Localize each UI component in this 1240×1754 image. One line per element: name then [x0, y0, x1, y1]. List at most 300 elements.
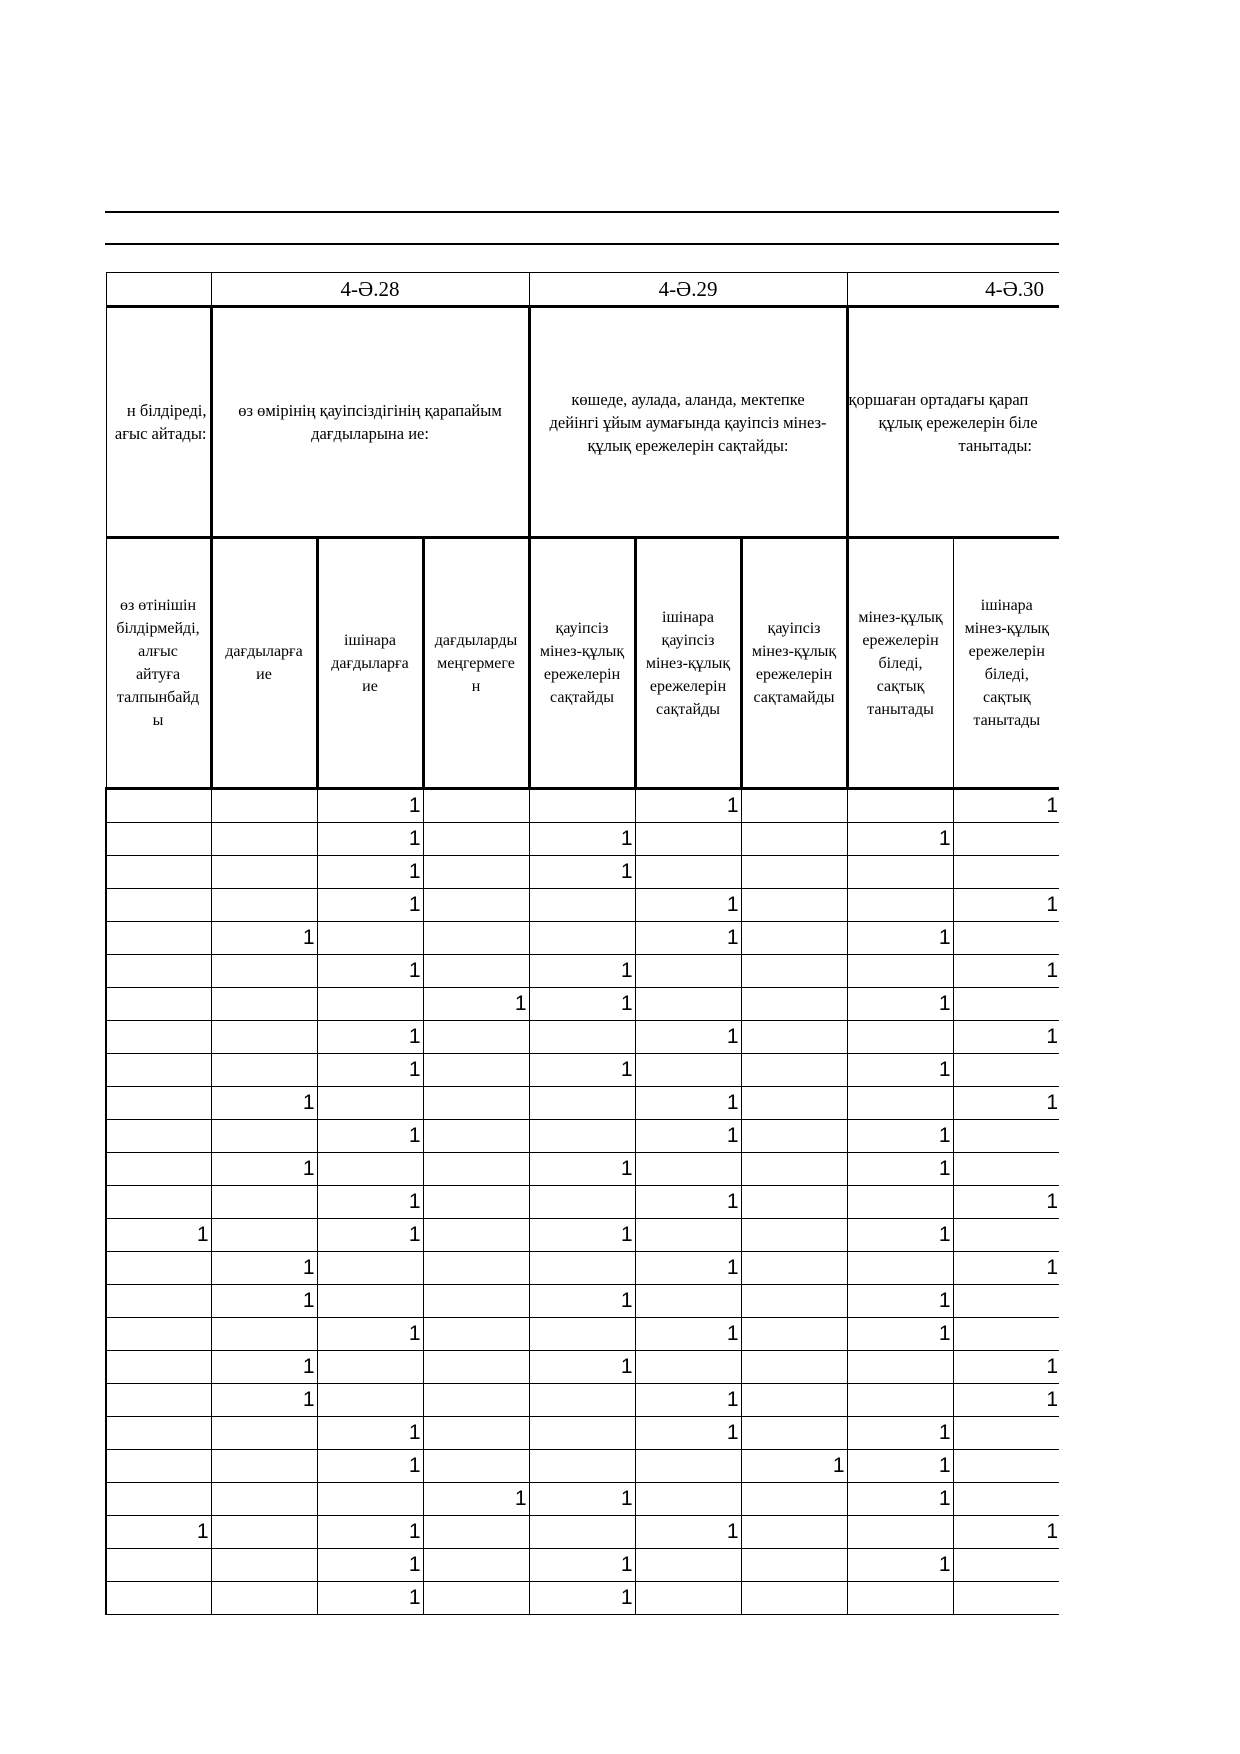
table-cell: 1 — [529, 1153, 635, 1186]
table-cell — [106, 1252, 211, 1285]
table-cell — [847, 856, 953, 889]
table-cell — [423, 1153, 529, 1186]
table-cell — [317, 1483, 423, 1516]
table-cell — [529, 1087, 635, 1120]
table-cell — [635, 988, 741, 1021]
table-cell: 1 — [317, 856, 423, 889]
criteria-group-line: танытады: — [958, 435, 1032, 455]
table-cell — [635, 1285, 741, 1318]
table-cell: 1 — [529, 955, 635, 988]
table-row — [106, 1054, 1059, 1087]
table-row — [106, 889, 1059, 922]
criteria-group-line: өз өмірінің қауіпсіздігінің қарапайым — [238, 401, 502, 420]
table-cell — [741, 1219, 847, 1252]
table-cell: 1 — [635, 789, 741, 823]
criteria-level-line: сақтайды — [656, 700, 720, 718]
table-cell — [211, 1549, 317, 1582]
table-cell — [635, 856, 741, 889]
table-cell — [423, 1021, 529, 1054]
criteria-group-cell — [211, 307, 529, 538]
table-cell — [317, 1153, 423, 1186]
table-cell — [423, 1087, 529, 1120]
table-cell: 1 — [317, 1417, 423, 1450]
table-row — [106, 1120, 1059, 1153]
table-cell: 1 — [847, 1483, 953, 1516]
table-cell — [106, 955, 211, 988]
table-cell: 1 — [529, 1483, 635, 1516]
table-cell — [847, 955, 953, 988]
criteria-group-cell — [106, 307, 211, 538]
table-cell — [953, 1483, 1059, 1516]
criteria-level-line: дағдыларға — [331, 654, 409, 672]
criteria-level-line: қауіпсіз — [661, 631, 715, 649]
table-row — [106, 1186, 1059, 1219]
table-cell: 1 — [529, 1351, 635, 1384]
criteria-level-cell — [423, 538, 529, 789]
table-cell — [847, 1186, 953, 1219]
criteria-group-line: көшеде, аулада, аланда, мектепке — [571, 389, 805, 409]
table-row — [106, 1450, 1059, 1483]
table-cell: 1 — [211, 1252, 317, 1285]
table-cell: 1 — [847, 1417, 953, 1450]
table-cell — [211, 889, 317, 922]
table-cell — [529, 1318, 635, 1351]
table-cell — [211, 1582, 317, 1615]
table-cell — [847, 1252, 953, 1285]
table-row — [106, 1417, 1059, 1450]
criteria-level-line: білдірмейді, — [116, 620, 200, 637]
table-cell: 1 — [211, 1384, 317, 1417]
table-cell — [635, 1450, 741, 1483]
criteria-level-line: мінез-құлық — [645, 654, 731, 672]
criteria-level-cell — [847, 538, 953, 789]
criteria-level-line: ие — [256, 666, 272, 683]
criteria-group-cell — [529, 307, 847, 538]
table-cell — [741, 823, 847, 856]
table-cell: 1 — [211, 1087, 317, 1120]
table-cell — [741, 1549, 847, 1582]
table-cell — [211, 1186, 317, 1219]
table-cell — [317, 1285, 423, 1318]
table-cell — [741, 1516, 847, 1549]
table-cell — [106, 823, 211, 856]
table-cell: 1 — [423, 988, 529, 1021]
table-cell — [953, 922, 1059, 955]
table-cell: 1 — [847, 1285, 953, 1318]
table-cell — [423, 922, 529, 955]
table-cell: 1 — [317, 1021, 423, 1054]
table-cell — [953, 1417, 1059, 1450]
table-cell — [211, 1219, 317, 1252]
table-cell: 1 — [635, 1186, 741, 1219]
indicator-code-cell: 4-Ә.29 — [529, 273, 847, 307]
table-cell — [423, 1120, 529, 1153]
table-cell — [741, 1087, 847, 1120]
table-cell — [741, 988, 847, 1021]
criteria-level-line: ережелерін — [543, 666, 621, 683]
table-cell — [635, 823, 741, 856]
criteria-group-line: қоршаған ортадағы қарап — [848, 389, 1029, 409]
criteria-level-line: мінез-құлық — [858, 608, 943, 626]
table-cell — [106, 1483, 211, 1516]
table-cell — [317, 1351, 423, 1384]
table-cell: 1 — [529, 1054, 635, 1087]
table-cell — [953, 1318, 1059, 1351]
table-cell — [741, 1186, 847, 1219]
table-cell: 1 — [635, 889, 741, 922]
table-cell — [423, 1054, 529, 1087]
rule-line-second — [105, 243, 1059, 245]
table-cell: 1 — [953, 955, 1059, 988]
table-cell: 1 — [211, 1285, 317, 1318]
criteria-level-cell — [317, 538, 423, 789]
table-cell — [953, 1582, 1059, 1615]
criteria-level-line: қауіпсіз — [555, 620, 609, 637]
table-cell — [211, 1483, 317, 1516]
table-cell — [741, 955, 847, 988]
table-cell — [423, 789, 529, 823]
criteria-level-line: н — [471, 677, 481, 695]
table-cell — [741, 889, 847, 922]
table-cell: 1 — [317, 1186, 423, 1219]
table-cell — [106, 1153, 211, 1186]
table-cell: 1 — [106, 1516, 211, 1549]
table-cell: 1 — [529, 1285, 635, 1318]
table-cell: 1 — [847, 1153, 953, 1186]
table-cell — [106, 1384, 211, 1417]
table-cell — [953, 1153, 1059, 1186]
table-cell — [741, 922, 847, 955]
table-cell — [847, 1384, 953, 1417]
table-cell: 1 — [317, 889, 423, 922]
criteria-level-line: меңгермеге — [437, 654, 515, 672]
table-cell — [741, 1582, 847, 1615]
criteria-level-line: біледі, — [878, 654, 923, 672]
table-row — [106, 1153, 1059, 1186]
table-cell — [529, 1252, 635, 1285]
table-cell — [529, 1417, 635, 1450]
table-cell — [106, 1549, 211, 1582]
table-cell — [635, 1153, 741, 1186]
table-cell — [106, 856, 211, 889]
table-cell — [211, 823, 317, 856]
table-cell — [953, 1285, 1059, 1318]
table-cell — [211, 1054, 317, 1087]
table-cell: 1 — [529, 1549, 635, 1582]
table-cell — [423, 1186, 529, 1219]
criteria-level-line: ы — [152, 712, 164, 729]
table-cell: 1 — [317, 1450, 423, 1483]
table-cell — [106, 1582, 211, 1615]
table-cell: 1 — [847, 1549, 953, 1582]
table-cell — [211, 856, 317, 889]
table-cell — [423, 1351, 529, 1384]
table-cell: 1 — [635, 1087, 741, 1120]
table-cell — [741, 1054, 847, 1087]
table-row — [106, 988, 1059, 1021]
table-cell — [953, 1120, 1059, 1153]
table-cell: 1 — [847, 1318, 953, 1351]
assessment-table — [105, 272, 1059, 1615]
table-cell — [529, 1120, 635, 1153]
table-cell — [211, 1450, 317, 1483]
table-cell — [211, 789, 317, 823]
table-cell — [423, 1516, 529, 1549]
table-cell — [847, 1582, 953, 1615]
table-row — [106, 1219, 1059, 1252]
table-cell: 1 — [211, 1351, 317, 1384]
table-cell: 1 — [317, 955, 423, 988]
table-row — [106, 1087, 1059, 1120]
criteria-level-line: біледі, — [984, 666, 1029, 683]
table-cell — [423, 1384, 529, 1417]
table-cell: 1 — [317, 1054, 423, 1087]
table-cell: 1 — [741, 1450, 847, 1483]
table-cell — [106, 1450, 211, 1483]
table-cell: 1 — [847, 988, 953, 1021]
table-cell: 1 — [211, 1153, 317, 1186]
table-cell — [953, 988, 1059, 1021]
table-cell: 1 — [953, 1252, 1059, 1285]
table-cell: 1 — [847, 1219, 953, 1252]
table-cell: 1 — [953, 789, 1059, 823]
criteria-level-line: талпынбайд — [116, 689, 200, 706]
criteria-group-cell — [847, 307, 1059, 538]
criteria-level-line: ішінара — [344, 631, 396, 649]
table-cell: 1 — [317, 823, 423, 856]
table-cell — [423, 823, 529, 856]
table-cell: 1 — [423, 1483, 529, 1516]
criteria-group-line: дағдыларына ие: — [311, 424, 429, 443]
table-cell: 1 — [529, 856, 635, 889]
table-cell — [529, 922, 635, 955]
table-cell: 1 — [317, 1516, 423, 1549]
criteria-group-text — [115, 399, 207, 445]
criteria-level-line: өз өтінішін — [119, 597, 197, 614]
table-cell: 1 — [953, 889, 1059, 922]
table-cell — [847, 1021, 953, 1054]
criteria-level-row — [106, 538, 1059, 789]
table-row — [106, 1516, 1059, 1549]
table-cell: 1 — [953, 1516, 1059, 1549]
table-cell — [106, 1021, 211, 1054]
criteria-level-line: танытады — [973, 712, 1041, 729]
table-cell: 1 — [847, 1450, 953, 1483]
table-cell — [211, 988, 317, 1021]
table-cell — [423, 889, 529, 922]
criteria-level-cell — [211, 538, 317, 789]
table-cell — [953, 823, 1059, 856]
table-cell — [423, 1318, 529, 1351]
table-cell — [953, 1549, 1059, 1582]
table-cell — [106, 988, 211, 1021]
table-cell — [847, 1087, 953, 1120]
criteria-group-row — [106, 307, 1059, 538]
table-cell — [741, 1285, 847, 1318]
table-cell — [106, 1417, 211, 1450]
rule-line-top — [105, 211, 1059, 213]
table-cell — [529, 789, 635, 823]
table-cell — [741, 1153, 847, 1186]
table-cell: 1 — [317, 1120, 423, 1153]
table-cell — [529, 889, 635, 922]
table-cell — [317, 1384, 423, 1417]
table-cell — [423, 1450, 529, 1483]
table-cell: 1 — [953, 1351, 1059, 1384]
table-cell: 1 — [635, 1252, 741, 1285]
table-row — [106, 1285, 1059, 1318]
table-cell — [953, 1219, 1059, 1252]
table-cell — [953, 1450, 1059, 1483]
table-cell — [741, 856, 847, 889]
table-cell: 1 — [529, 1219, 635, 1252]
table-cell — [529, 1186, 635, 1219]
criteria-level-line: танытады — [867, 700, 934, 718]
criteria-group-line: н білдіреді, — [126, 401, 207, 420]
table-cell — [106, 789, 211, 823]
table-row — [106, 1582, 1059, 1615]
table-cell — [741, 1384, 847, 1417]
table-cell — [635, 955, 741, 988]
table-row — [106, 1318, 1059, 1351]
table-cell — [635, 1549, 741, 1582]
table-cell — [635, 1054, 741, 1087]
table-cell — [953, 856, 1059, 889]
table-cell — [635, 1483, 741, 1516]
table-cell — [423, 856, 529, 889]
table-cell: 1 — [847, 823, 953, 856]
table-cell — [741, 1021, 847, 1054]
table-cell — [317, 988, 423, 1021]
table-cell — [741, 1417, 847, 1450]
table-cell — [211, 955, 317, 988]
table-cell: 1 — [529, 988, 635, 1021]
table-row — [106, 1021, 1059, 1054]
table-cell — [847, 889, 953, 922]
table-cell — [423, 955, 529, 988]
table-cell: 1 — [953, 1021, 1059, 1054]
assessment-sheet — [105, 272, 1059, 1637]
criteria-level-line: мінез-құлық — [964, 620, 1049, 637]
criteria-level-line: сақтамайды — [753, 689, 835, 706]
table-cell — [741, 1351, 847, 1384]
table-cell — [211, 1417, 317, 1450]
criteria-level-line: ішінара — [980, 597, 1033, 614]
indicator-code-cell: 4-Ә.28 — [211, 273, 529, 307]
criteria-level-line: сақтық — [982, 689, 1031, 706]
table-cell: 1 — [317, 1549, 423, 1582]
table-cell: 1 — [847, 1054, 953, 1087]
table-cell: 1 — [635, 922, 741, 955]
table-cell: 1 — [317, 1219, 423, 1252]
criteria-level-line: ие — [362, 677, 378, 695]
table-cell — [635, 1582, 741, 1615]
criteria-level-cell — [106, 538, 211, 789]
criteria-group-text — [849, 388, 1059, 457]
table-cell — [423, 1549, 529, 1582]
table-row — [106, 922, 1059, 955]
table-row — [106, 1549, 1059, 1582]
criteria-level-cell — [635, 538, 741, 789]
criteria-level-line: сақтық — [876, 677, 925, 695]
table-cell — [953, 1054, 1059, 1087]
table-cell — [635, 1219, 741, 1252]
table-row — [106, 789, 1059, 823]
criteria-group-text — [213, 399, 528, 445]
table-cell: 1 — [847, 1120, 953, 1153]
criteria-level-line: дағдыларға — [225, 643, 303, 660]
criteria-level-line: алғыс — [138, 643, 178, 660]
criteria-level-line: мінез-құлық — [539, 643, 625, 660]
table-cell — [317, 1252, 423, 1285]
criteria-level-line: ережелерін — [755, 666, 833, 683]
table-cell — [741, 1120, 847, 1153]
table-cell — [423, 1582, 529, 1615]
table-cell — [529, 1450, 635, 1483]
table-cell — [423, 1252, 529, 1285]
table-cell — [423, 1219, 529, 1252]
table-cell — [741, 789, 847, 823]
table-row — [106, 856, 1059, 889]
table-cell — [106, 1351, 211, 1384]
table-cell: 1 — [635, 1318, 741, 1351]
table-cell — [847, 1516, 953, 1549]
table-cell — [741, 1252, 847, 1285]
criteria-level-cell — [529, 538, 635, 789]
table-cell — [106, 1087, 211, 1120]
table-cell — [106, 922, 211, 955]
table-cell: 1 — [953, 1087, 1059, 1120]
table-row — [106, 823, 1059, 856]
table-cell — [211, 1318, 317, 1351]
criteria-group-line: ағыс айтады: — [114, 424, 207, 443]
criteria-level-line: мінез-құлық — [751, 643, 837, 660]
table-row — [106, 955, 1059, 988]
criteria-level-line: айтуға — [135, 666, 181, 683]
criteria-level-line: сақтайды — [550, 689, 614, 706]
criteria-group-line: дейінгі ұйым аумағында қауіпсіз мінез- — [549, 412, 827, 432]
criteria-level-line: ережелерін — [649, 677, 727, 695]
table-row — [106, 1384, 1059, 1417]
table-cell — [529, 1516, 635, 1549]
criteria-group-text — [531, 388, 846, 457]
table-cell: 1 — [317, 789, 423, 823]
table-cell — [106, 1054, 211, 1087]
table-cell: 1 — [529, 823, 635, 856]
table-cell — [847, 789, 953, 823]
table-cell: 1 — [635, 1384, 741, 1417]
criteria-level-line: ережелерін — [968, 643, 1045, 660]
table-cell: 1 — [106, 1219, 211, 1252]
table-cell — [211, 1021, 317, 1054]
criteria-level-line: ішінара — [662, 608, 714, 626]
table-cell: 1 — [635, 1516, 741, 1549]
table-cell — [106, 1120, 211, 1153]
criteria-group-line: құлық ережелерін біле — [878, 412, 1038, 432]
table-cell — [211, 1516, 317, 1549]
table-cell — [106, 889, 211, 922]
table-cell — [211, 1120, 317, 1153]
table-cell: 1 — [317, 1318, 423, 1351]
criteria-level-line: қауіпсіз — [767, 620, 821, 637]
table-row — [106, 1252, 1059, 1285]
table-row — [106, 1483, 1059, 1516]
table-cell — [423, 1417, 529, 1450]
table-cell — [317, 922, 423, 955]
table-cell — [106, 1318, 211, 1351]
table-row — [106, 1351, 1059, 1384]
criteria-group-line: құлық ережелерін сақтайды: — [587, 435, 789, 455]
